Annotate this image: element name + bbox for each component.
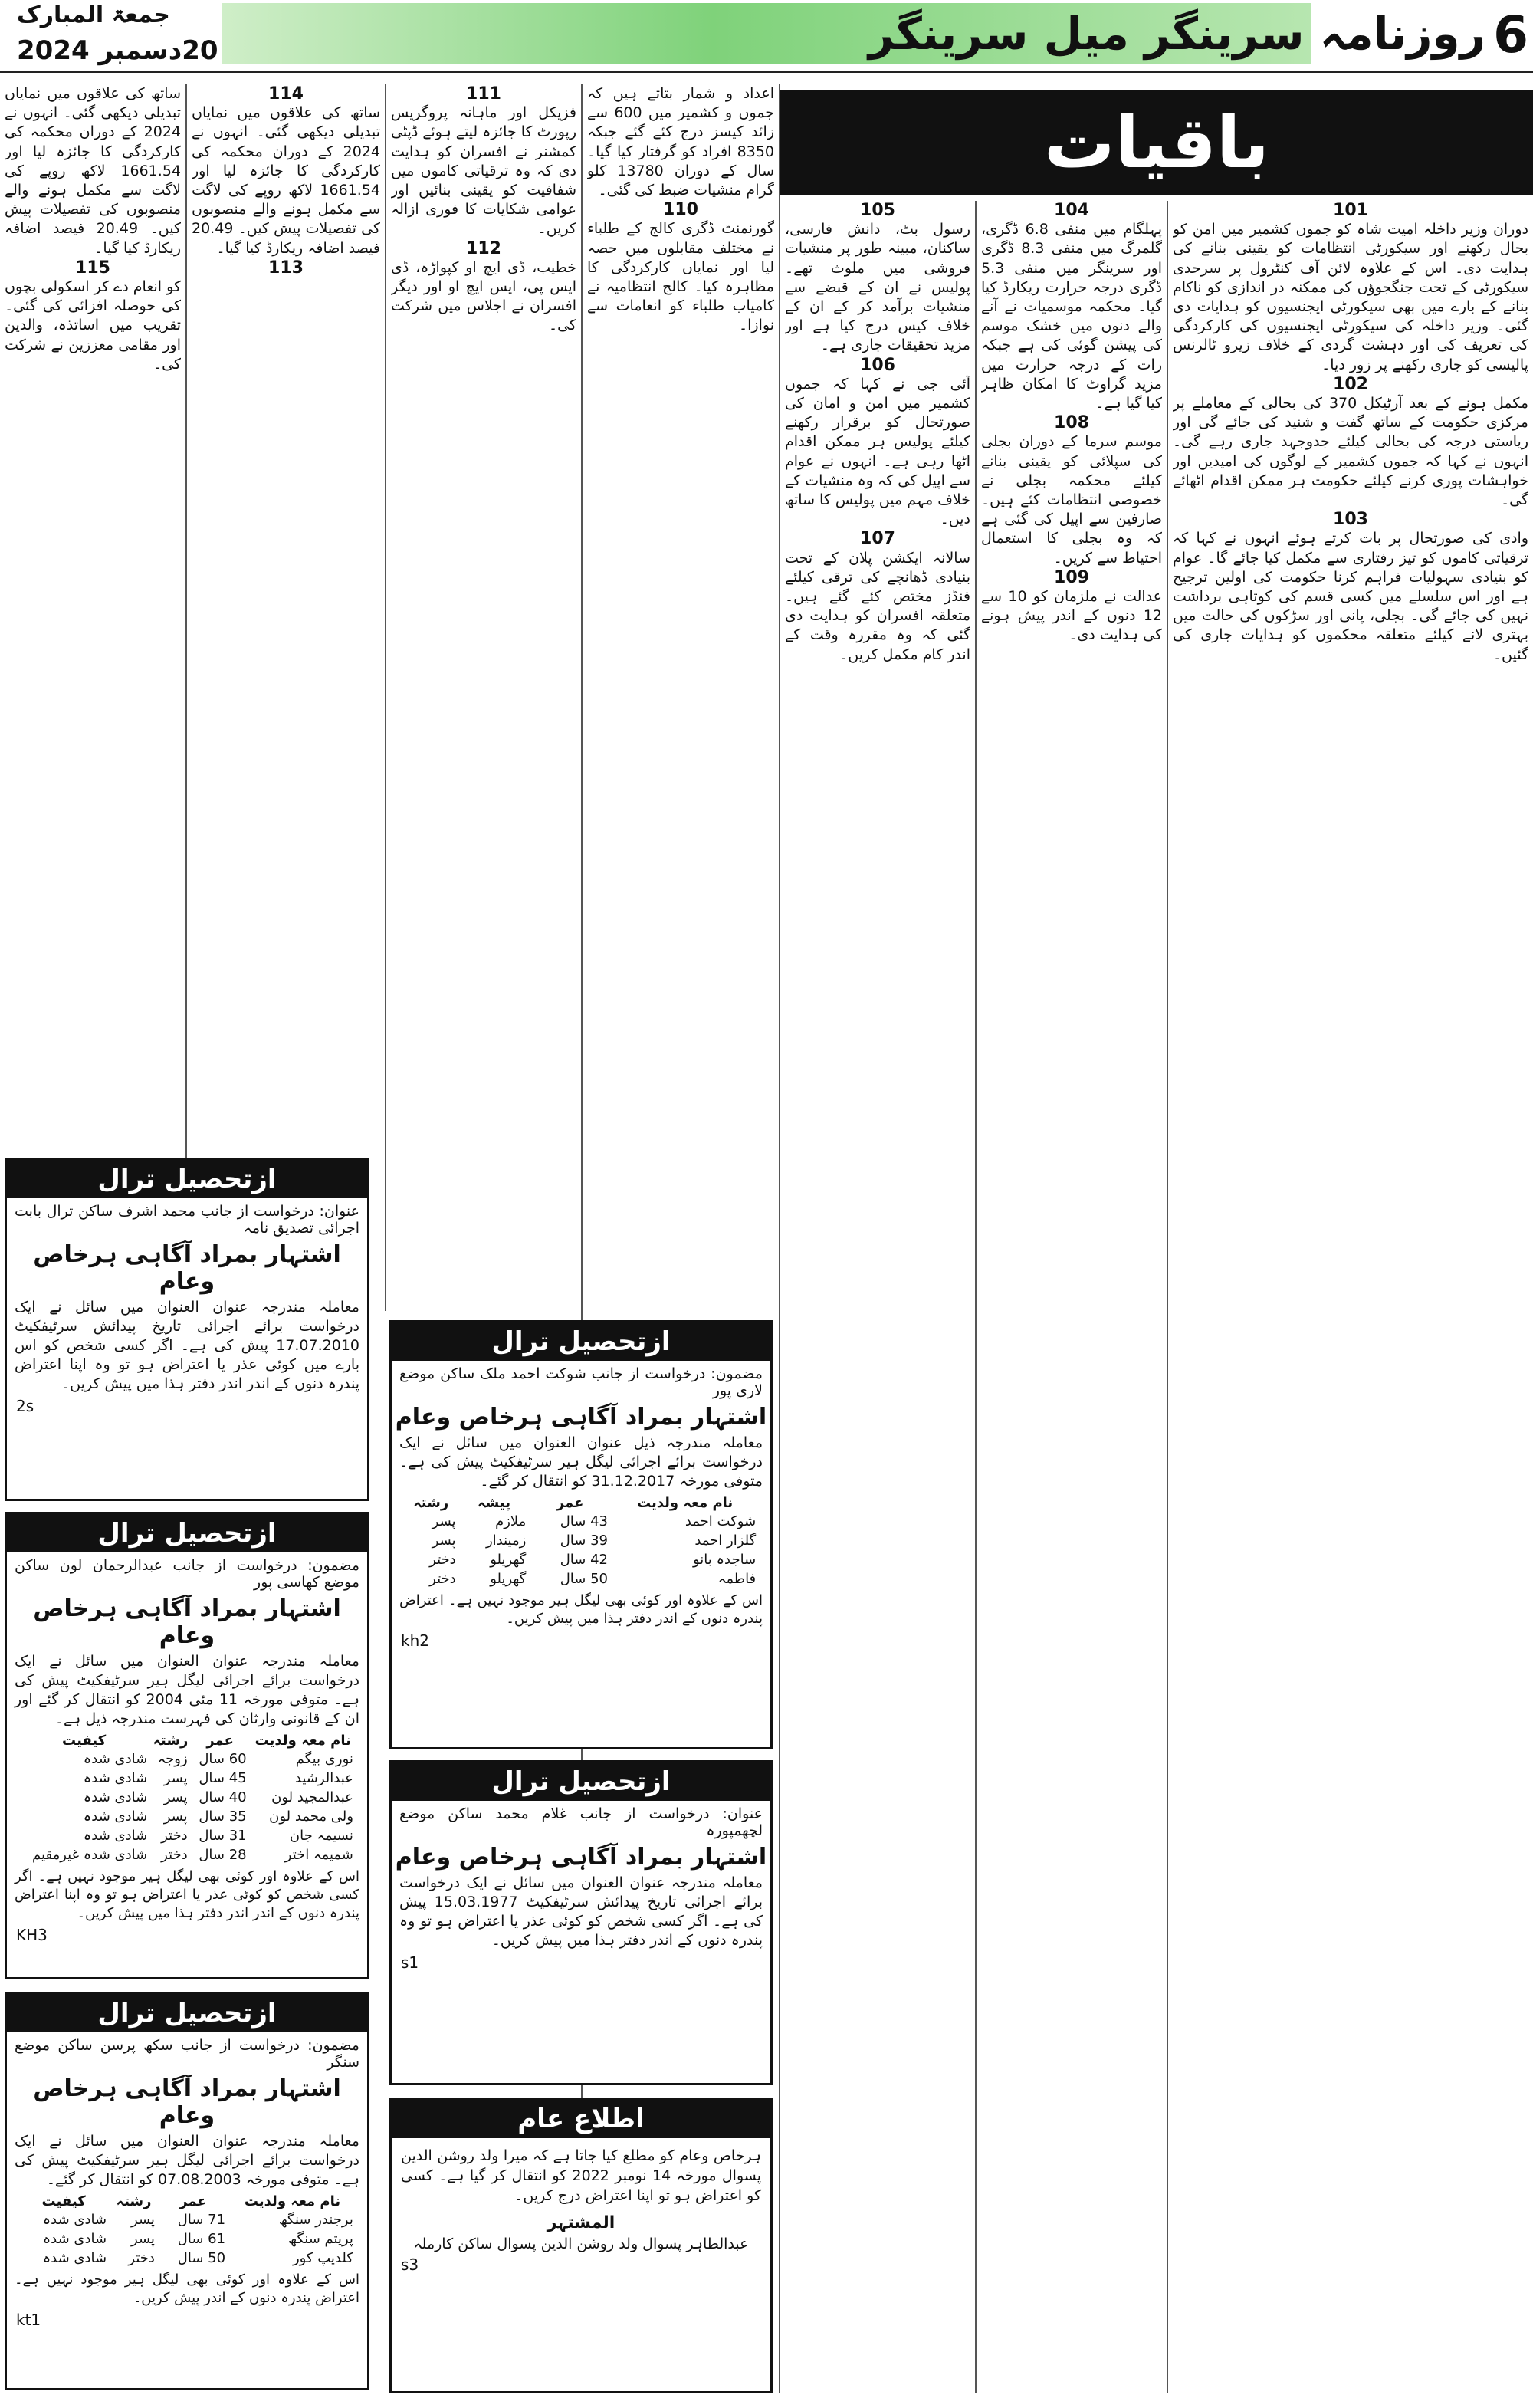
table-row — [18, 1749, 356, 1769]
table-header: رشتہ — [413, 1495, 449, 1511]
table-cell: ملازم — [495, 1513, 527, 1529]
article-text: دوران وزیر داخلہ امیت شاہ کو جموں کشمیر میں امن کو بحال رکھنے اور سیکورٹی انتظامات کو یقینی بنانے کی ہدایت دی۔ اس کے علاوہ لائن آف کنٹرول پر سرحدی سیکورٹی کے تحت جنگجوؤں کی ممکنہ در اندازی کو ناکام بنانے کے بارے میں بھی سیکورٹی ایجنسیوں کو ہدایات دی گئی۔ وزیر داخلہ کی سیکورٹی ایجنسیوں کی کارکردگی کی تعریف کی اور دہشت گردی کے خلاف زیرو ٹالرنس پالیسی کو جاری رکھنے پر زور دیا۔ — [1173, 221, 1528, 373]
table-cell: پسر — [130, 2231, 155, 2247]
page-number: 6 — [1493, 5, 1528, 64]
table-cell: شادی شدہ — [83, 1770, 148, 1786]
table-row — [18, 1788, 356, 1807]
table-row — [403, 1550, 759, 1569]
table-header: عمر — [179, 2193, 207, 2209]
article-text: کو انعام دے کر اسکولی بچوں کی حوصلہ افزائی کی گئی۔ تقریب میں اساتذہ، والدین اور مقامی معززین نے شرکت کی۔ — [5, 278, 181, 373]
article-text: خطیب، ڈی ایچ او کپواڑہ، ڈی ایس پی، ایس ایچ او اور دیگر افسران نے اجلاس میں شرکت کی۔ — [391, 258, 576, 334]
table-cell: 40 سال — [199, 1789, 247, 1805]
ad-heading: ازتحصیل ترال — [392, 1762, 770, 1801]
ad-heading: اطلاع عام — [392, 2100, 770, 2138]
article-number: 104 — [1054, 201, 1089, 220]
notice-ad-1 — [5, 1158, 369, 1501]
ad-title: اشتہار بمراد آگاہی ہرخاص وعام — [33, 2075, 341, 2129]
article-number: 109 — [1054, 567, 1089, 587]
table-cell: شادی شدہ غیرمقیم — [32, 1847, 148, 1863]
article-number: 101 — [1333, 201, 1368, 220]
article-text: موسم سرما کے دوران بجلی کی سپلائی کو یقینی بنانے کیلئے محکمہ بجلی نے خصوصی انتظامات کئے ہیں۔ صارفین سے اپیل کی گئی ہے کہ وہ بجلی کا استعمال احتیاط سے کریں۔ — [981, 433, 1162, 567]
table-row — [18, 2249, 356, 2268]
notice-ad-5 — [389, 1760, 773, 2085]
ad-signer-name: عبدالطاہر پسوال ولد روشن الدین پسوال ساکن کارملہ — [413, 2236, 749, 2252]
table-cell: پسر — [163, 1770, 188, 1786]
ad-title: اشتہار بمراد آگاہی ہرخاص وعام — [33, 1241, 341, 1295]
ad-subject: مضمون: درخواست از جانب شوکت احمد ملک ساکن موضع لاری پور — [399, 1365, 763, 1399]
ad-code: 2s — [16, 1397, 34, 1415]
table-cell: شادی شدہ — [83, 1751, 148, 1767]
table-cell: پسر — [163, 1789, 188, 1805]
table-row — [403, 1512, 759, 1531]
ad-body: معاملہ مندرجہ عنوان العنوان میں سائل نے ایک درخواست برائے اجرائی لیگل ہیر سرٹیفکیٹ پیش کی ہے۔ متوفی مورخہ 11 مئی 2004 کو انتقال کر گئے اور ان کے قانونی وارثان کی فہرست مندرجہ ذیل ہے۔ — [15, 1653, 360, 1727]
table-cell: زمیندار — [485, 1533, 527, 1549]
table-body — [403, 1512, 759, 1588]
column-7 — [5, 84, 181, 1142]
table-cell: 45 سال — [199, 1770, 247, 1786]
ad-footer: اس کے علاوہ اور کوئی بھی لیگل ہیر موجود نہیں ہے۔ اعتراض پندرہ دنوں کے اندر دفتر ہذا میں پیش کریں۔ — [399, 1592, 763, 1627]
table-header: نام معہ ولدیت — [636, 1495, 734, 1511]
article-number: 112 — [466, 238, 501, 258]
table-cell: شمیمہ اختر — [284, 1847, 353, 1863]
heirs-table — [18, 2193, 356, 2268]
article-text: وادی کی صورتحال پر بات کرتے ہوئے انہوں نے کہا کہ ترقیاتی کاموں کو تیز رفتاری سے مکمل کیا جائے گا۔ عوام کو بنیادی سہولیات فراہم کرنا حکومت کی اولین ترجیح ہے اور اس سلسلے میں کسی قسم کی کوتاہی برداشت نہیں کی جائے گی۔ بجلی، پانی اور سڑکوں کی حالت میں بہتری لانے کیلئے متعلقہ محکموں کو ہدایات جاری کی گئیں۔ — [1173, 530, 1528, 663]
ad-code: kt1 — [16, 2311, 41, 2329]
ad-heading: ازتحصیل ترال — [7, 1160, 367, 1198]
table-header-row — [18, 1732, 356, 1749]
article-number: 111 — [466, 84, 501, 103]
table-row — [18, 1845, 356, 1864]
article-text: ساتھ کی علاقوں میں نمایاں تبدیلی دیکھی گئی۔ انہوں نے 2024 کے دوران محکمہ کی کارکردگی کا جائزہ لیا اور 1661.54 لاکھ روپے کی لاگت سے مکمل ہونے والے منصوبوں کی تفصیلات پیش کیں۔ 20.49 فیصد اضافہ ریکارڈ کیا گیا۔ — [5, 85, 181, 257]
column-divider — [185, 84, 187, 1158]
article-text: اعداد و شمار بتاتے ہیں کہ جموں و کشمیر میں 600 سے زائد کیسز درج کئے گئے جبکہ 8350 افراد کو گرفتار کیا گیا۔ سال کے دوران 13780 کلو گرام منشیات ضبط کی گئی۔ — [587, 85, 774, 199]
article-number: 105 — [860, 201, 895, 220]
table-cell: برجندر سنگھ — [278, 2212, 353, 2228]
table-cell: دختر — [161, 1847, 188, 1863]
table-cell: شادی شدہ — [42, 2250, 107, 2266]
table-cell: شوکت احمد — [684, 1513, 757, 1529]
table-row — [18, 1826, 356, 1845]
table-cell: 35 سال — [199, 1808, 247, 1825]
table-cell: 42 سال — [560, 1552, 608, 1568]
table-cell: گلزار احمد — [694, 1533, 757, 1549]
article-text: رسول بٹ، دانش فارسی، ساکنان، مبینہ طور پر منشیات فروشی میں ملوث تھے۔ پولیس نے ان کے قبضے سے منشیات برآمد کر کے ان کے خلاف کیس درج کیا ہے اور مزید تحقیقات جاری ہے۔ — [785, 221, 970, 354]
ad-subject: عنوان: درخواست از جانب محمد اشرف ساکن ترال بابت اجرائی تصدیق نامہ — [15, 1203, 359, 1237]
article-text: گورنمنٹ ڈگری کالج کے طلباء نے مختلف مقابلوں میں حصہ لیا اور نمایاں کارکردگی کا مظاہرہ کیا۔ کالج انتظامیہ نے کامیاب طلباء کو انعامات سے نوازا۔ — [587, 220, 774, 334]
ad-code: s1 — [401, 1953, 419, 1972]
column-2 — [981, 201, 1162, 2393]
table-row — [18, 1807, 356, 1826]
table-cell: گھریلو — [490, 1552, 527, 1568]
table-body — [18, 1749, 356, 1864]
table-cell: دختر — [429, 1552, 456, 1568]
ad-code: KH3 — [16, 1926, 48, 1944]
table-header: کیفیت — [41, 2193, 86, 2209]
article-text: ساتھ کی علاقوں میں نمایاں تبدیلی دیکھی گئی۔ انہوں نے 2024 کے دوران محکمہ کی کارکردگی کا جائزہ لیا اور 1661.54 لاکھ روپے کی لاگت سے مکمل ہونے والے منصوبوں کی تفصیلات پیش کیں۔ 20.49 فیصد اضافہ ریکارڈ کیا گیا۔ — [192, 104, 380, 257]
table-cell: 31 سال — [199, 1828, 247, 1844]
notice-ad-2 — [5, 1512, 369, 1979]
table-cell: شادی شدہ — [83, 1789, 148, 1805]
table-header-row — [18, 2193, 356, 2210]
article-text: فزیکل اور ماہانہ پروگریس رپورٹ کا جائزہ لیتے ہوئے ڈپٹی کمشنر نے افسران کو ہدایت دی کہ وہ ترقیاتی کاموں میں شفافیت کو یقینی بنائیں اور عوامی شکایات کا فوری ازالہ کریں۔ — [391, 104, 576, 238]
table-header-row — [403, 1494, 759, 1512]
table-cell: پریتم سنگھ — [287, 2231, 353, 2247]
column-1 — [1173, 201, 1528, 2393]
ad-body: معاملہ مندرجہ عنوان العنوان میں سائل نے ایک درخواست برائے اجرائی تاریخ پیدائش سرٹیفکیٹ 17.07.2010 پیش کی ہے۔ اگر کسی شخص کو اس بارے میں کوئی عذر یا اعتراض ہو تو وہ اپنا اعتراض پندرہ دنوں کے اندر اندر دفتر ہذا میں پیش کریں۔ — [15, 1299, 359, 1392]
table-cell: شادی شدہ — [83, 1828, 148, 1844]
ad-footer: اس کے علاوہ اور کوئی بھی لیگل ہیر موجود نہیں ہے۔ اگر کسی شخص کو کوئی عذر یا اعتراض ہو تو وہ اپنا اعتراض پندرہ دنوں کے اندر اندر دفتر ہذا میں پیش کریں۔ — [15, 1868, 359, 1921]
table-cell: پسر — [130, 2212, 155, 2228]
notice-ad-6 — [389, 2098, 773, 2393]
ad-code: kh2 — [401, 1631, 429, 1650]
table-row — [18, 1769, 356, 1788]
ad-heading: ازتحصیل ترال — [7, 1994, 367, 2032]
table-header: نام معہ ولدیت — [254, 1733, 351, 1749]
table-cell: شادی شدہ — [42, 2212, 107, 2228]
ad-body: معاملہ مندرجہ ذیل عنوان العنوان میں سائل نے ایک درخواست برائے اجرائی لیگل ہیر سرٹیفکیٹ پیش کی ہے۔ متوفی مورخہ 31.12.2017 کو انتقال کر گئے۔ — [399, 1434, 763, 1490]
table-cell: عبدالمجید لون — [271, 1789, 353, 1805]
table-body — [18, 2210, 356, 2268]
ad-body: معاملہ مندرجہ عنوان العنوان میں سائل نے ایک درخواست برائے اجرائی تاریخ پیدائش سرٹیفکیٹ 15.03.1977 پیش کی ہے۔ اگر کسی شخص کو کوئی عذر یا اعتراض ہو تو وہ پندرہ دنوں کے اندر دفتر ہذا میں پیش کریں۔ — [399, 1874, 763, 1949]
article-number: 102 — [1333, 374, 1368, 394]
header-rule — [0, 71, 1533, 73]
table-row — [403, 1531, 759, 1550]
column-6 — [192, 84, 380, 1311]
ad-body: ہرخاص وعام کو مطلع کیا جاتا ہے کہ میرا ولد روشن الدین پسوال مورخہ 14 نومبر 2022 کو انتقال کر گیا ہے۔ کسی کو اعتراض ہو تو اپنا اعتراض درج کریں۔ — [401, 2147, 762, 2204]
table-cell: نوری بیگم — [295, 1751, 353, 1767]
table-cell: 61 سال — [177, 2231, 226, 2247]
ad-subject: مضمون: درخواست از جانب سکھ پرسن ساکن موضع سنگر — [15, 2037, 359, 2071]
ad-title: اشتہار بمراد آگاہی ہرخاص وعام — [395, 1404, 767, 1431]
column-5 — [391, 84, 576, 1296]
table-header: عمر — [556, 1495, 584, 1511]
article-number: 114 — [268, 84, 304, 103]
article-number: 106 — [860, 355, 895, 375]
table-cell: فاطمہ — [717, 1571, 757, 1587]
table-cell: پسر — [432, 1513, 456, 1529]
table-cell: شادی شدہ — [83, 1808, 148, 1825]
column-divider — [779, 84, 780, 2393]
table-cell: پسر — [432, 1533, 456, 1549]
table-cell: 28 سال — [199, 1847, 247, 1863]
table-cell: گھریلو — [490, 1571, 527, 1587]
article-number: 110 — [663, 200, 698, 220]
table-header: پیشہ — [477, 1495, 510, 1511]
column-divider — [975, 201, 977, 2393]
table-cell: 50 سال — [177, 2250, 226, 2266]
article-number: 103 — [1333, 510, 1368, 530]
ad-heading: ازتحصیل ترال — [392, 1322, 770, 1361]
table-header: عمر — [206, 1733, 234, 1749]
table-cell: دختر — [429, 1571, 456, 1587]
table-cell: 71 سال — [177, 2212, 226, 2228]
article-text: آئی جی نے کہا کہ جموں کشمیر میں امن و امان کی صورتحال کو برقرار رکھنے کیلئے پولیس ہر ممکن اقدام اٹھا رہی ہے۔ انہوں نے عوام سے اپیل کی کہ وہ منشیات کے خلاف مہم میں پولیس کا ساتھ دیں۔ — [785, 375, 970, 528]
article-text: عدالت نے ملزمان کو 10 سے 12 دنوں کے اندر پیش ہونے کی ہدایت دی۔ — [981, 588, 1162, 644]
table-row — [403, 1569, 759, 1588]
article-number: 107 — [860, 529, 895, 549]
article-text: پہلگام میں منفی 6.8 ڈگری، گلمرگ میں منفی 8.3 ڈگری اور سرینگر میں منفی 5.3 ڈگری درجہ حرارت ریکارڈ کیا گیا۔ محکمہ موسمیات نے آنے والے دنوں میں خشک موسم کی پیشن گوئی کی ہے جبکہ رات کے درجہ حرارت میں مزید گراوٹ کا امکان ظاہر کیا گیا ہے۔ — [981, 221, 1162, 412]
ad-body: معاملہ مندرجہ عنوان العنوان میں سائل نے ایک درخواست برائے اجرائی لیگل ہیر سرٹیفکیٹ پیش کی ہے۔ متوفی مورخہ 07.08.2003 کو انتقال کر گئے۔ — [15, 2133, 359, 2188]
table-header: کیفیت — [62, 1733, 107, 1749]
table-cell: 43 سال — [560, 1513, 608, 1529]
column-divider — [385, 84, 386, 1311]
table-cell: 60 سال — [199, 1751, 247, 1767]
table-cell: 50 سال — [560, 1571, 608, 1587]
notice-ad-4 — [389, 1320, 773, 1749]
article-number: 108 — [1054, 413, 1089, 433]
column-3 — [785, 201, 970, 2393]
ad-code: s3 — [401, 2255, 419, 2274]
table-cell: شادی شدہ — [42, 2231, 107, 2247]
ad-subject: مضمون: درخواست از جانب عبدالرحمان لون ساکن موضع کھاسی پور — [15, 1557, 359, 1591]
table-cell: 39 سال — [560, 1533, 608, 1549]
notice-ad-3 — [5, 1992, 369, 2390]
table-cell: زوجہ — [157, 1751, 188, 1767]
issue-day: جمعۃ المبارک — [17, 2, 170, 28]
table-cell: پسر — [163, 1808, 188, 1825]
ad-heading: ازتحصیل ترال — [7, 1514, 367, 1552]
table-row — [18, 2210, 356, 2229]
ad-subject: عنوان: درخواست از جانب غلام محمد ساکن موضع لچھمپورہ — [399, 1805, 763, 1839]
heirs-table — [403, 1494, 759, 1588]
article-number: 115 — [75, 258, 110, 278]
heirs-table — [18, 1732, 356, 1864]
newspaper-name: روزنامہ سرینگر میل سرینگر — [868, 8, 1485, 60]
ad-title: اشتہار بمراد آگاہی ہرخاص وعام — [395, 1844, 767, 1871]
article-number: 113 — [268, 258, 304, 278]
table-header: رشتہ — [116, 2193, 152, 2209]
table-cell: دختر — [161, 1828, 188, 1844]
ad-signer: المشتہر — [547, 2213, 615, 2232]
ad-footer: اس کے علاوہ اور کوئی بھی لیگل ہیر موجود نہیں ہے۔ اعتراض پندرہ دنوں کے اندر پیش کریں۔ — [15, 2272, 359, 2306]
table-header: رشتہ — [153, 1733, 189, 1749]
table-cell: عبدالرشید — [294, 1770, 353, 1786]
table-cell: کلدیپ کور — [292, 2250, 353, 2266]
table-header: نام معہ ولدیت — [244, 2193, 341, 2209]
article-text: سالانہ ایکشن پلان کے تحت بنیادی ڈھانچے کی ترقی کیلئے فنڈز مختص کئے گئے ہیں۔ متعلقہ افسران کو ہدایت دی گئی کہ وہ مقررہ وقت کے اندر کام مکمل کریں۔ — [785, 549, 970, 663]
table-row — [18, 2229, 356, 2249]
table-cell: نسیمہ جان — [289, 1828, 353, 1844]
section-banner: باقیات — [780, 90, 1533, 195]
issue-date: 20دسمبر 2024 — [17, 35, 218, 66]
table-cell: ساجدہ بانو — [692, 1552, 757, 1568]
table-cell: دختر — [128, 2250, 155, 2266]
table-cell: ولی محمد لون — [269, 1808, 353, 1825]
column-divider — [1167, 201, 1168, 2393]
article-text: مکمل ہونے کے بعد آرٹیکل 370 کی بحالی کے معاملے پر مرکزی حکومت کے ساتھ گفت و شنید کی جائے گی اور ریاستی درجہ کی بحالی کیلئے جدوجہد جاری رہے گی۔ انہوں نے کہا کہ جموں کشمیر کے لوگوں کی امیدیں اور خواہشات پوری کرنے کیلئے حکومت ہر ممکن اقدام اٹھائے گی۔ — [1173, 395, 1528, 509]
ad-title: اشتہار بمراد آگاہی ہرخاص وعام — [33, 1595, 341, 1649]
